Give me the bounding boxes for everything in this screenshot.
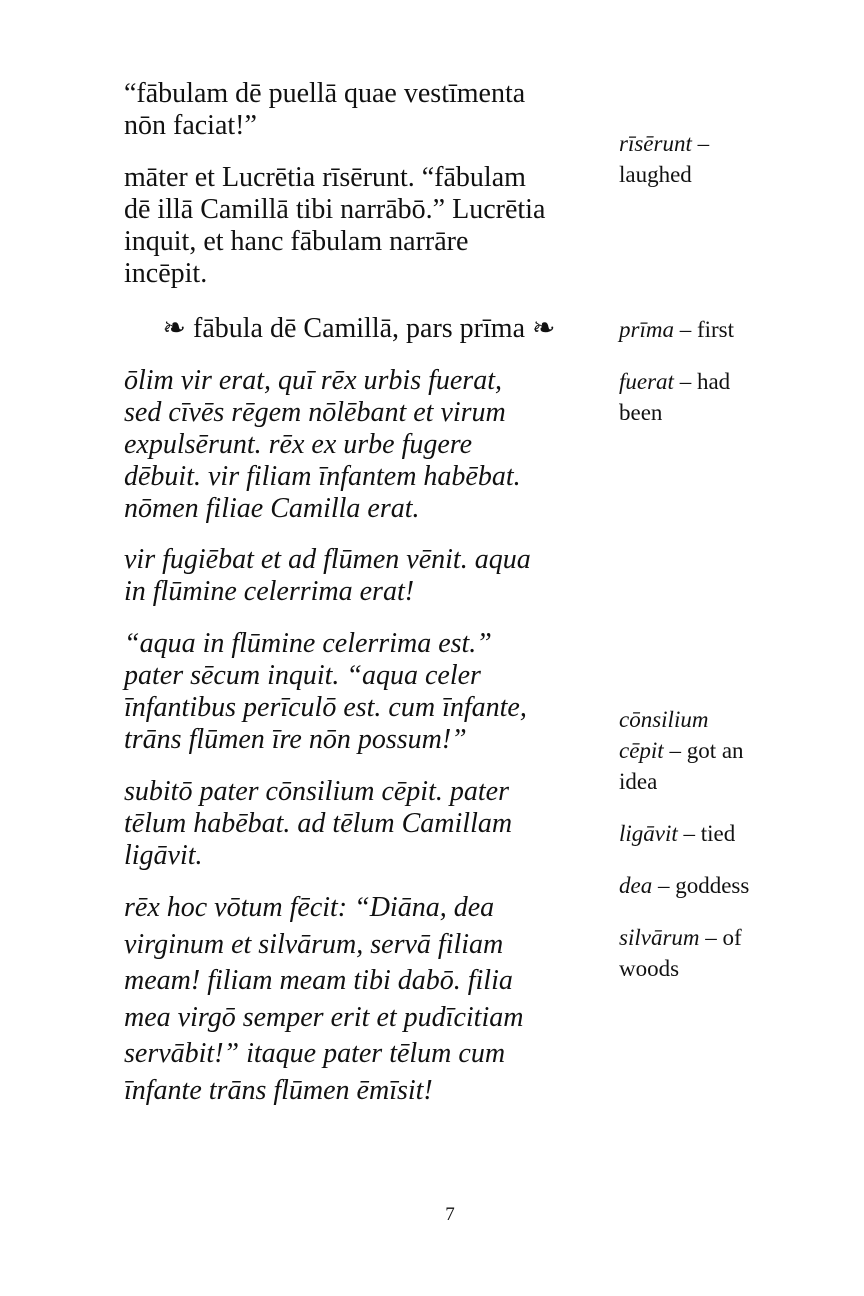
gloss-term: cōnsilium	[619, 707, 709, 732]
gloss-term: cēpit	[619, 738, 664, 763]
gloss-def: –	[691, 131, 710, 156]
paragraph	[124, 544, 604, 608]
heading-text: fābula dē Camillā, pars prīma	[193, 313, 525, 344]
gloss-def: – first	[673, 317, 735, 342]
page-number: 7	[445, 1204, 455, 1225]
paragraph	[124, 365, 604, 525]
gloss-def: woods	[619, 956, 680, 981]
line: dēbuit. vir filiam īnfantem habēbat.	[124, 461, 521, 492]
paragraph	[124, 890, 604, 1109]
gloss-term: dea	[619, 873, 653, 898]
paragraph	[124, 776, 604, 872]
line: incēpit.	[124, 258, 208, 289]
gloss-def: – got an	[663, 738, 744, 763]
gloss-def: been	[619, 400, 663, 425]
line: servābit!” itaque pater tēlum cum	[124, 1038, 506, 1069]
line: “fābulam dē puellā quae vestīmenta	[124, 78, 526, 109]
gloss	[619, 704, 799, 797]
gloss-term: ligāvit	[619, 821, 678, 846]
line: sed cīvēs rēgem nōlēbant et virum	[124, 397, 506, 428]
line: īnfante trāns flūmen ēmīsit!	[124, 1074, 433, 1106]
line: tēlum habēbat. ad tēlum Camillam	[124, 808, 513, 839]
gloss-def: – had	[673, 369, 731, 394]
line: trāns flūmen īre nōn possum!”	[124, 724, 467, 755]
line: inquit, et hanc fābulam narrāre	[124, 226, 469, 257]
gloss-def: – tied	[677, 821, 736, 846]
line: nōmen filiae Camilla erat.	[124, 493, 420, 524]
line: in flūmine celerrima erat!	[124, 576, 415, 607]
line: rēx hoc vōtum fēcit: “Diāna, dea	[124, 892, 495, 923]
gloss-term: prīma	[619, 317, 674, 342]
line: meam! filiam meam tibi dabō. filia	[124, 965, 513, 996]
gloss	[619, 366, 799, 428]
line: subitō pater cōnsilium cēpit. pater	[124, 776, 509, 807]
gloss-def: – of	[699, 925, 742, 950]
line: māter et Lucrētia rīsērunt. “fābulam	[124, 162, 526, 193]
gloss	[619, 128, 799, 190]
gloss-term: silvārum	[619, 925, 700, 950]
gloss	[619, 870, 799, 901]
line: virginum et silvārum, servā filiam	[124, 928, 504, 960]
line: “aqua in flūmine celerrima est.”	[124, 628, 492, 659]
line: nōn faciat!”	[124, 110, 257, 141]
line: ligāvit.	[124, 840, 203, 871]
gloss-def: – goddess	[652, 873, 750, 898]
gloss-term: rīsērunt	[619, 131, 692, 156]
fleuron-icon: ❧	[162, 313, 186, 344]
gloss	[619, 314, 799, 345]
fleuron-icon: ❧	[532, 313, 556, 344]
paragraph	[124, 628, 604, 756]
line: vir fugiēbat et ad flūmen vēnit. aqua	[124, 544, 531, 575]
line: pater sēcum inquit. “aqua celer	[124, 660, 481, 691]
gloss-term: fuerat	[619, 369, 674, 394]
line: mea virgō semper erit et pudīcitiam	[124, 1001, 524, 1033]
gloss-def: idea	[619, 769, 658, 794]
line: expulsērunt. rēx ex urbe fugere	[124, 429, 473, 460]
section-heading	[124, 313, 594, 345]
gloss-def: laughed	[619, 162, 692, 187]
gloss	[619, 818, 799, 849]
gloss	[619, 922, 799, 984]
line: ōlim vir erat, quī rēx urbis fuerat,	[124, 365, 502, 396]
line: īnfantibus perīculō est. cum īnfante,	[124, 692, 527, 723]
paragraph	[124, 162, 604, 290]
paragraph	[124, 78, 604, 142]
line: dē illā Camillā tibi narrābō.” Lucrētia	[124, 194, 546, 225]
